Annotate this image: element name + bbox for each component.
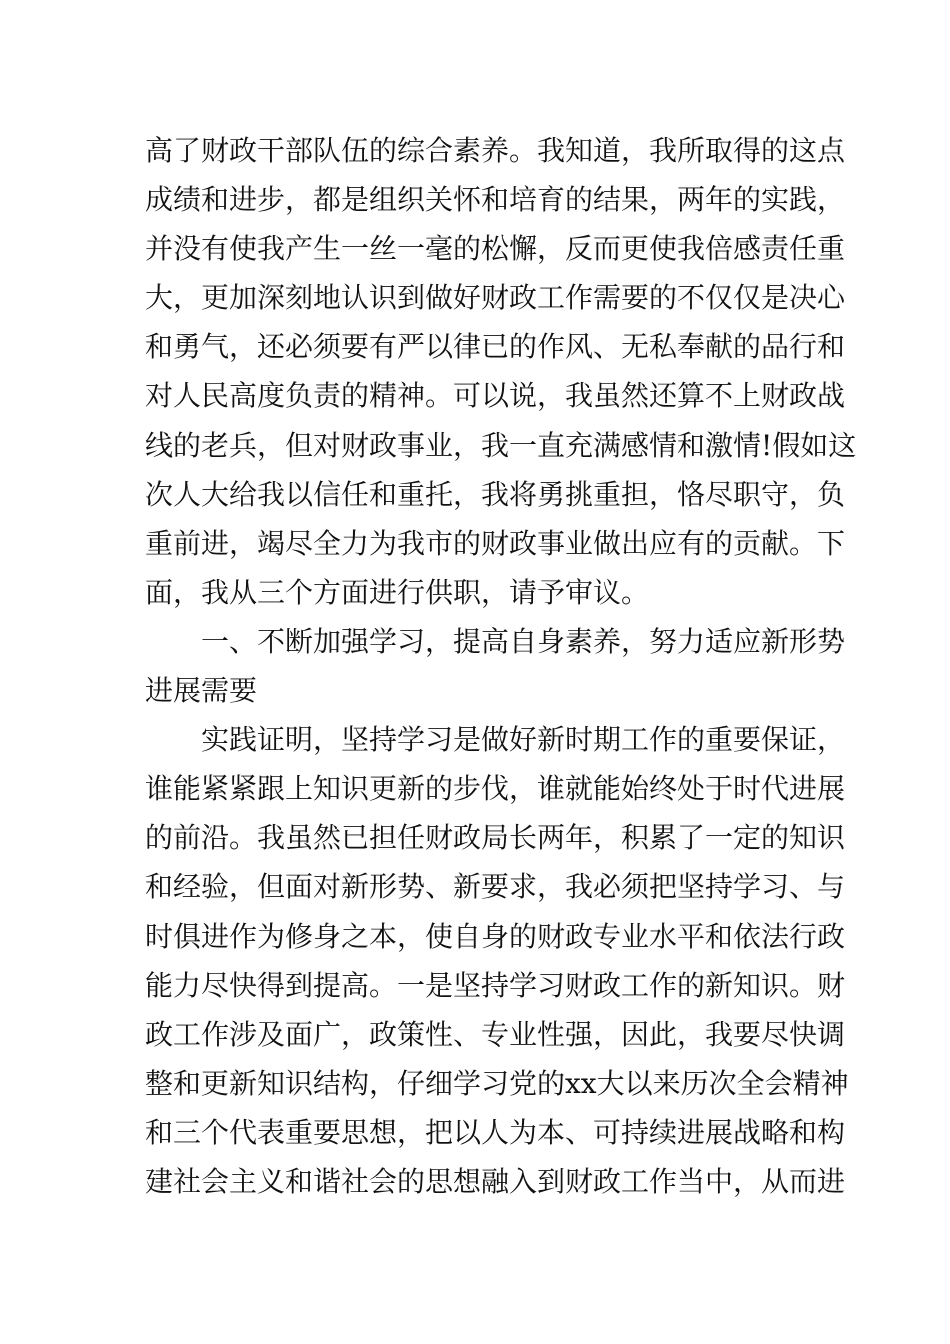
text-line: 实践证明，坚持学习是做好新时期工作的重要保证， [201,723,846,757]
text-line: 政工作涉及面广，政策性、专业性强，因此，我要尽快调 [145,1017,846,1051]
text-line: 整和更新知识结构，仔细学习党的xx大以来历次全会精神 [145,1066,849,1100]
text-line: 和三个代表重要思想，把以人为本、可持续进展战略和构 [145,1115,846,1149]
text-line: 能力尽快得到提高。一是坚持学习财政工作的新知识。财 [145,968,846,1002]
text-line: 次人大给我以信任和重托，我将勇挑重担，恪尽职守，负 [145,477,846,511]
section-heading-line: 一、不断加强学习，提高自身素养，努力适应新形势 [201,624,846,658]
text-line: 时俱进作为修身之本，使自身的财政专业水平和依法行政 [145,919,846,953]
text-line: 面，我从三个方面进行供职，请予审议。 [145,575,650,609]
text-line: 大，更加深刻地认识到做好财政工作需要的不仅仅是决心 [145,281,846,315]
text-line: 成绩和进步，都是组织关怀和培育的结果，两年的实践， [145,183,846,217]
text-line: 并没有使我产生一丝一毫的松懈，反而更使我倍感责任重 [145,232,846,266]
text-line: 谁能紧紧跟上知识更新的步伐，谁就能始终处于时代进展 [145,772,846,806]
text-line: 线的老兵，但对财政事业，我一直充满感情和激情!假如这 [145,428,857,462]
text-line: 和经验，但面对新形势、新要求，我必须把坚持学习、与 [145,870,846,904]
text-line: 高了财政干部队伍的综合素养。我知道，我所取得的这点 [145,134,846,167]
text-line: 重前进，竭尽全力为我市的财政事业做出应有的贡献。下 [145,526,846,560]
text-line: 和勇气，还必须要有严以律已的作风、无私奉献的品行和 [145,330,846,364]
section-heading-line: 进展需要 [145,674,258,708]
body-text [145,126,857,1206]
text-line: 建社会主义和谐社会的思想融入到财政工作当中，从而进 [145,1164,846,1198]
text-line: 的前沿。我虽然已担任财政局长两年，积累了一定的知识 [145,821,846,855]
text-line: 对人民高度负责的精神。可以说，我虽然还算不上财政战 [145,379,846,413]
